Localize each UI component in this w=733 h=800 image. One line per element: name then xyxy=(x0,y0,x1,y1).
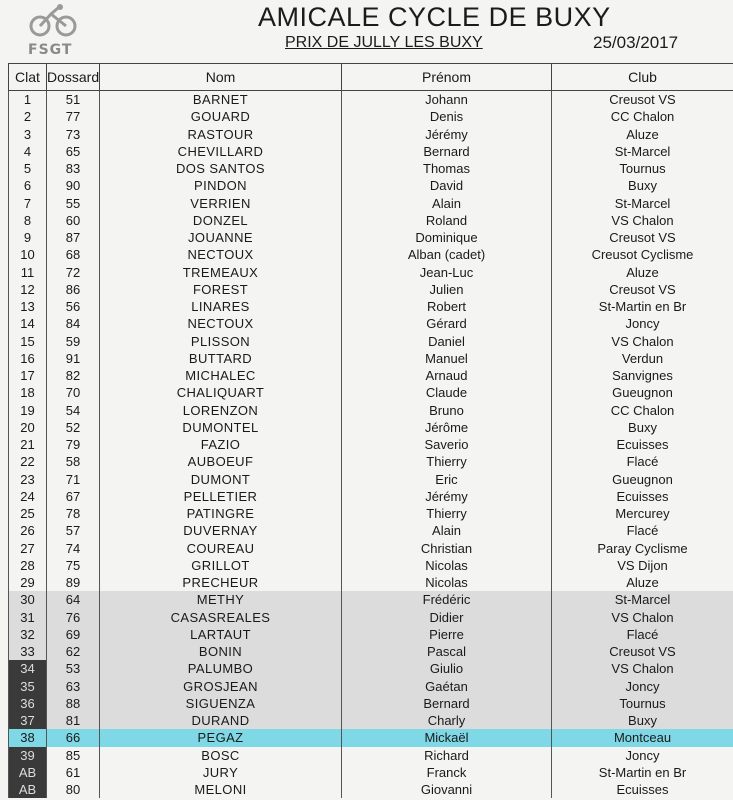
cell-prenom: Gaétan xyxy=(342,678,552,695)
cell-nom: AUBOEUF xyxy=(100,453,342,470)
column-header-prenom: Prénom xyxy=(342,64,552,91)
cell-dossard: 54 xyxy=(47,402,100,419)
cell-clat: 20 xyxy=(9,419,47,436)
cell-nom: PEGAZ xyxy=(100,729,342,746)
cell-prenom: Claude xyxy=(342,384,552,401)
table-row xyxy=(9,402,733,419)
column-header-clat: Clat xyxy=(9,64,47,91)
cell-dossard: 55 xyxy=(47,195,100,212)
cell-club: VS Chalon xyxy=(552,333,733,350)
cell-clat: 6 xyxy=(9,177,47,194)
column-header-club: Club xyxy=(552,64,733,91)
cell-club: VS Chalon xyxy=(552,660,733,677)
cell-club: Creusot VS xyxy=(552,229,733,246)
table-row xyxy=(9,108,733,125)
cell-prenom: Daniel xyxy=(342,333,552,350)
cell-club: Gueugnon xyxy=(552,471,733,488)
cell-club: Gueugnon xyxy=(552,384,733,401)
cell-clat: 32 xyxy=(9,626,47,643)
cell-dossard: 84 xyxy=(47,315,100,332)
cell-nom: LARTAUT xyxy=(100,626,342,643)
cell-prenom: Mickaël xyxy=(342,729,552,746)
cell-club: St-Martin en Br xyxy=(552,298,733,315)
cell-clat: 39 xyxy=(9,747,47,764)
cell-prenom: Frédéric xyxy=(342,591,552,608)
cell-club: St-Marcel xyxy=(552,143,733,160)
cell-nom: JOUANNE xyxy=(100,229,342,246)
cell-clat: AB xyxy=(9,781,47,798)
cell-nom: LINARES xyxy=(100,298,342,315)
cell-club: St-Marcel xyxy=(552,195,733,212)
cell-prenom: Thomas xyxy=(342,160,552,177)
cell-club: Ecuisses xyxy=(552,781,733,798)
cell-club: Joncy xyxy=(552,678,733,695)
cell-dossard: 87 xyxy=(47,229,100,246)
results-table xyxy=(8,63,733,798)
cell-nom: DUMONTEL xyxy=(100,419,342,436)
logo-text: FSGT xyxy=(28,42,73,58)
cell-clat: 2 xyxy=(9,108,47,125)
cell-club: Aluze xyxy=(552,264,733,281)
cell-dossard: 53 xyxy=(47,660,100,677)
cell-prenom: Denis xyxy=(342,108,552,125)
table-row xyxy=(9,471,733,488)
cell-dossard: 65 xyxy=(47,143,100,160)
cell-clat: 14 xyxy=(9,315,47,332)
cell-dossard: 67 xyxy=(47,488,100,505)
cell-prenom: Gérard xyxy=(342,315,552,332)
cell-club: VS Chalon xyxy=(552,609,733,626)
table-row xyxy=(9,626,733,643)
cell-nom: PELLETIER xyxy=(100,488,342,505)
table-row xyxy=(9,126,733,143)
table-row xyxy=(9,281,733,298)
cell-clat: 16 xyxy=(9,350,47,367)
cell-prenom: Alain xyxy=(342,195,552,212)
cell-club: CC Chalon xyxy=(552,402,733,419)
cell-prenom: Julien xyxy=(342,281,552,298)
cell-prenom: Giovanni xyxy=(342,781,552,798)
cell-prenom: Franck xyxy=(342,764,552,781)
cell-clat: 27 xyxy=(9,540,47,557)
table-row xyxy=(9,177,733,194)
cell-nom: PLISSON xyxy=(100,333,342,350)
cell-club: Tournus xyxy=(552,160,733,177)
cell-prenom: Jérémy xyxy=(342,126,552,143)
cell-club: Sanvignes xyxy=(552,367,733,384)
cell-nom: DUMONT xyxy=(100,471,342,488)
cell-clat: 24 xyxy=(9,488,47,505)
cell-prenom: Roland xyxy=(342,212,552,229)
cell-clat: 9 xyxy=(9,229,47,246)
cell-nom: FOREST xyxy=(100,281,342,298)
table-row xyxy=(9,229,733,246)
cell-prenom: Johann xyxy=(342,91,552,109)
table-row xyxy=(9,367,733,384)
cell-nom: GRILLOT xyxy=(100,557,342,574)
cell-dossard: 56 xyxy=(47,298,100,315)
cell-club: Joncy xyxy=(552,747,733,764)
column-header-dossard: Dossard xyxy=(47,64,100,91)
cell-dossard: 85 xyxy=(47,747,100,764)
cell-club: Mercurey xyxy=(552,505,733,522)
cell-prenom: Manuel xyxy=(342,350,552,367)
cell-clat: 19 xyxy=(9,402,47,419)
cell-prenom: Bernard xyxy=(342,143,552,160)
cell-club: Tournus xyxy=(552,695,733,712)
table-header-row xyxy=(9,64,733,91)
cell-clat: 3 xyxy=(9,126,47,143)
cell-prenom: Nicolas xyxy=(342,557,552,574)
cell-nom: COUREAU xyxy=(100,540,342,557)
cell-dossard: 61 xyxy=(47,764,100,781)
cell-club: Aluze xyxy=(552,574,733,591)
race-date: 25/03/2017 xyxy=(593,33,679,52)
cell-prenom: Christian xyxy=(342,540,552,557)
cell-club: Flacé xyxy=(552,453,733,470)
cell-nom: CHEVILLARD xyxy=(100,143,342,160)
cell-club: Creusot VS xyxy=(552,91,733,109)
cell-clat: 35 xyxy=(9,678,47,695)
table-row xyxy=(9,678,733,695)
cell-prenom: Arnaud xyxy=(342,367,552,384)
table-row xyxy=(9,264,733,281)
column-header-nom: Nom xyxy=(100,64,342,91)
cell-nom: MELONI xyxy=(100,781,342,798)
cell-clat: 25 xyxy=(9,505,47,522)
cell-prenom: Alain xyxy=(342,522,552,539)
cell-club: Creusot Cyclisme xyxy=(552,246,733,263)
cell-club: Aluze xyxy=(552,126,733,143)
cell-prenom: Richard xyxy=(342,747,552,764)
cell-clat: 30 xyxy=(9,591,47,608)
cell-prenom: Pierre xyxy=(342,626,552,643)
cell-nom: NECTOUX xyxy=(100,246,342,263)
cell-nom: BONIN xyxy=(100,643,342,660)
cell-clat: 21 xyxy=(9,436,47,453)
cell-club: Creusot VS xyxy=(552,643,733,660)
table-row xyxy=(9,660,733,677)
cell-club: Montceau xyxy=(552,729,733,746)
cell-nom: FAZIO xyxy=(100,436,342,453)
cell-nom: CHALIQUART xyxy=(100,384,342,401)
cell-prenom: Thierry xyxy=(342,505,552,522)
table-row xyxy=(9,419,733,436)
cell-clat: 5 xyxy=(9,160,47,177)
table-row xyxy=(9,350,733,367)
cell-club: Creusot VS xyxy=(552,281,733,298)
cell-club: Buxy xyxy=(552,419,733,436)
cell-clat: 36 xyxy=(9,695,47,712)
cell-prenom: Giulio xyxy=(342,660,552,677)
cell-nom: SIGUENZA xyxy=(100,695,342,712)
cell-dossard: 60 xyxy=(47,212,100,229)
table-row xyxy=(9,488,733,505)
cell-club: VS Dijon xyxy=(552,557,733,574)
cell-clat: 12 xyxy=(9,281,47,298)
cell-dossard: 70 xyxy=(47,384,100,401)
cell-prenom: Saverio xyxy=(342,436,552,453)
table-row xyxy=(9,540,733,557)
cell-dossard: 78 xyxy=(47,505,100,522)
table-row xyxy=(9,212,733,229)
cell-nom: BOSC xyxy=(100,747,342,764)
cell-clat: 37 xyxy=(9,712,47,729)
cell-prenom: Charly xyxy=(342,712,552,729)
table-row xyxy=(9,143,733,160)
cell-dossard: 66 xyxy=(47,729,100,746)
cell-nom: PINDON xyxy=(100,177,342,194)
cell-nom: PATINGRE xyxy=(100,505,342,522)
cell-clat: 4 xyxy=(9,143,47,160)
cell-nom: GROSJEAN xyxy=(100,678,342,695)
cell-clat: 22 xyxy=(9,453,47,470)
cell-clat: 29 xyxy=(9,574,47,591)
cell-dossard: 91 xyxy=(47,350,100,367)
cell-dossard: 90 xyxy=(47,177,100,194)
cell-prenom: Dominique xyxy=(342,229,552,246)
cell-nom: DUVERNAY xyxy=(100,522,342,539)
cell-dossard: 58 xyxy=(47,453,100,470)
cell-club: Flacé xyxy=(552,626,733,643)
cell-dossard: 82 xyxy=(47,367,100,384)
cell-dossard: 80 xyxy=(47,781,100,798)
cell-prenom: David xyxy=(342,177,552,194)
cell-clat: 17 xyxy=(9,367,47,384)
cell-prenom: Didier xyxy=(342,609,552,626)
cell-club: Buxy xyxy=(552,177,733,194)
cell-clat: 8 xyxy=(9,212,47,229)
cell-dossard: 69 xyxy=(47,626,100,643)
cell-prenom: Eric xyxy=(342,471,552,488)
table-row xyxy=(9,522,733,539)
cell-nom: MICHALEC xyxy=(100,367,342,384)
cell-dossard: 81 xyxy=(47,712,100,729)
cell-nom: PRECHEUR xyxy=(100,574,342,591)
cell-prenom: Jérôme xyxy=(342,419,552,436)
cell-dossard: 74 xyxy=(47,540,100,557)
cell-dossard: 88 xyxy=(47,695,100,712)
cell-dossard: 51 xyxy=(47,91,100,109)
cell-clat: 10 xyxy=(9,246,47,263)
table-row xyxy=(9,609,733,626)
table-body xyxy=(9,91,733,799)
cell-clat: 23 xyxy=(9,471,47,488)
cell-dossard: 57 xyxy=(47,522,100,539)
cell-nom: DURAND xyxy=(100,712,342,729)
cell-prenom: Bruno xyxy=(342,402,552,419)
cell-nom: PALUMBO xyxy=(100,660,342,677)
cell-dossard: 83 xyxy=(47,160,100,177)
cell-club: VS Chalon xyxy=(552,212,733,229)
cell-prenom: Bernard xyxy=(342,695,552,712)
cell-prenom: Robert xyxy=(342,298,552,315)
cell-dossard: 63 xyxy=(47,678,100,695)
cell-dossard: 68 xyxy=(47,246,100,263)
table-row xyxy=(9,505,733,522)
cell-club: St-Marcel xyxy=(552,591,733,608)
cell-clat: 26 xyxy=(9,522,47,539)
cell-clat: AB xyxy=(9,764,47,781)
table-row xyxy=(9,298,733,315)
table-row xyxy=(9,557,733,574)
cell-clat: 1 xyxy=(9,91,47,109)
table-row xyxy=(9,453,733,470)
table-row xyxy=(9,315,733,332)
cell-nom: METHY xyxy=(100,591,342,608)
table-row xyxy=(9,764,733,781)
logo xyxy=(18,4,88,60)
cell-prenom: Pascal xyxy=(342,643,552,660)
cell-clat: 7 xyxy=(9,195,47,212)
cell-dossard: 59 xyxy=(47,333,100,350)
cell-nom: BARNET xyxy=(100,91,342,109)
cell-clat: 33 xyxy=(9,643,47,660)
cell-prenom: Jean-Luc xyxy=(342,264,552,281)
cell-nom: DONZEL xyxy=(100,212,342,229)
cell-clat: 13 xyxy=(9,298,47,315)
table-row xyxy=(9,160,733,177)
cell-clat: 38 xyxy=(9,729,47,746)
race-name: PRIX DE JULLY LES BUXY xyxy=(285,34,483,51)
table-row xyxy=(9,333,733,350)
cell-dossard: 72 xyxy=(47,264,100,281)
cell-clat: 31 xyxy=(9,609,47,626)
cell-prenom: Jérémy xyxy=(342,488,552,505)
cell-prenom: Alban (cadet) xyxy=(342,246,552,263)
page-title: AMICALE CYCLE DE BUXY xyxy=(258,2,611,32)
cell-dossard: 89 xyxy=(47,574,100,591)
cell-club: Buxy xyxy=(552,712,733,729)
cell-clat: 15 xyxy=(9,333,47,350)
cell-nom: DOS SANTOS xyxy=(100,160,342,177)
cell-nom: NECTOUX xyxy=(100,315,342,332)
cell-nom: TREMEAUX xyxy=(100,264,342,281)
cell-clat: 34 xyxy=(9,660,47,677)
cell-club: Verdun xyxy=(552,350,733,367)
cell-dossard: 86 xyxy=(47,281,100,298)
cell-club: St-Martin en Br xyxy=(552,764,733,781)
cell-dossard: 73 xyxy=(47,126,100,143)
cell-clat: 11 xyxy=(9,264,47,281)
cell-dossard: 52 xyxy=(47,419,100,436)
cell-dossard: 76 xyxy=(47,609,100,626)
cell-dossard: 64 xyxy=(47,591,100,608)
table-row xyxy=(9,643,733,660)
cell-dossard: 79 xyxy=(47,436,100,453)
cell-dossard: 62 xyxy=(47,643,100,660)
cell-clat: 28 xyxy=(9,557,47,574)
cell-nom: LORENZON xyxy=(100,402,342,419)
cell-prenom: Nicolas xyxy=(342,574,552,591)
table-row xyxy=(9,781,733,798)
cell-nom: VERRIEN xyxy=(100,195,342,212)
cell-dossard: 77 xyxy=(47,108,100,125)
table-row xyxy=(9,695,733,712)
cell-club: Ecuisses xyxy=(552,436,733,453)
cell-nom: CASASREALES xyxy=(100,609,342,626)
table-row xyxy=(9,574,733,591)
results-table-container xyxy=(8,63,733,798)
cell-nom: RASTOUR xyxy=(100,126,342,143)
cell-club: Paray Cyclisme xyxy=(552,540,733,557)
table-row xyxy=(9,436,733,453)
table-row xyxy=(9,712,733,729)
cell-dossard: 71 xyxy=(47,471,100,488)
cell-dossard: 75 xyxy=(47,557,100,574)
table-row xyxy=(9,729,733,746)
table-row xyxy=(9,246,733,263)
table-row xyxy=(9,591,733,608)
table-row xyxy=(9,195,733,212)
cell-club: CC Chalon xyxy=(552,108,733,125)
cell-nom: GOUARD xyxy=(100,108,342,125)
cell-clat: 18 xyxy=(9,384,47,401)
table-row xyxy=(9,91,733,109)
table-row xyxy=(9,384,733,401)
cell-club: Flacé xyxy=(552,522,733,539)
table-row xyxy=(9,747,733,764)
cell-club: Ecuisses xyxy=(552,488,733,505)
cell-nom: JURY xyxy=(100,764,342,781)
cell-prenom: Thierry xyxy=(342,453,552,470)
cell-nom: BUTTARD xyxy=(100,350,342,367)
cell-club: Joncy xyxy=(552,315,733,332)
